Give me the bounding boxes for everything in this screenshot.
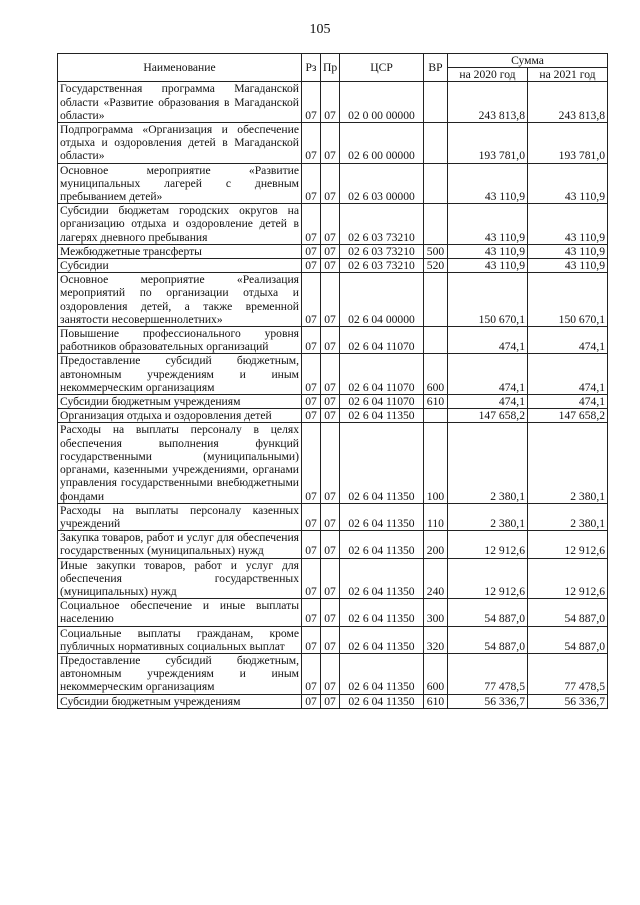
row-sum-2021: 243 813,8 [528, 82, 608, 123]
row-pr: 07 [321, 409, 340, 423]
row-vr [424, 273, 448, 327]
row-csr: 02 6 04 11350 [340, 599, 424, 626]
row-vr: 300 [424, 599, 448, 626]
table-row [58, 409, 608, 423]
header-name: Наименование [58, 54, 302, 82]
row-pr: 07 [321, 558, 340, 599]
row-sum-2020: 43 110,9 [448, 259, 528, 273]
row-sum-2021: 12 912,6 [528, 531, 608, 558]
row-rz: 07 [302, 694, 321, 708]
table-row [58, 259, 608, 273]
row-sum-2020: 77 478,5 [448, 653, 528, 694]
row-pr: 07 [321, 653, 340, 694]
row-sum-2021: 150 670,1 [528, 273, 608, 327]
row-vr: 200 [424, 531, 448, 558]
row-name: Основное мероприятие «Реализация мероприятий по организации отдыха и оздоровления детей, а также временной занятости несовершеннолетних» [58, 273, 302, 327]
row-sum-2021: 43 110,9 [528, 204, 608, 245]
row-name: Расходы на выплаты персоналу казенных учреждений [58, 503, 302, 530]
row-csr: 02 6 04 11070 [340, 327, 424, 354]
row-name: Государственная программа Магаданской области «Развитие образования в Магаданской области» [58, 82, 302, 123]
row-vr: 520 [424, 259, 448, 273]
row-pr: 07 [321, 531, 340, 558]
row-sum-2021: 12 912,6 [528, 558, 608, 599]
row-rz: 07 [302, 354, 321, 395]
row-name: Основное мероприятие «Развитие муниципальных лагерей с дневным пребыванием детей» [58, 163, 302, 204]
row-rz: 07 [302, 163, 321, 204]
table-row [58, 626, 608, 653]
row-name: Межбюджетные трансферты [58, 244, 302, 258]
row-sum-2020: 193 781,0 [448, 123, 528, 164]
row-sum-2021: 43 110,9 [528, 163, 608, 204]
row-rz: 07 [302, 82, 321, 123]
row-csr: 02 6 04 11350 [340, 531, 424, 558]
row-pr: 07 [321, 204, 340, 245]
row-csr: 02 6 04 11350 [340, 626, 424, 653]
row-sum-2021: 56 336,7 [528, 694, 608, 708]
header-csr: ЦСР [340, 54, 424, 82]
table-row [58, 558, 608, 599]
row-csr: 02 6 04 11070 [340, 354, 424, 395]
row-name: Субсидии бюджетным учреждениям [58, 694, 302, 708]
row-vr: 500 [424, 244, 448, 258]
row-pr: 07 [321, 599, 340, 626]
table-row [58, 531, 608, 558]
row-sum-2020: 43 110,9 [448, 244, 528, 258]
row-name: Закупка товаров, работ и услуг для обеспечения государственных (муниципальных) нужд [58, 531, 302, 558]
row-sum-2020: 12 912,6 [448, 558, 528, 599]
row-sum-2020: 2 380,1 [448, 423, 528, 503]
row-pr: 07 [321, 503, 340, 530]
row-csr: 02 6 04 00000 [340, 273, 424, 327]
row-name: Организация отдыха и оздоровления детей [58, 409, 302, 423]
row-rz: 07 [302, 395, 321, 409]
table-row [58, 204, 608, 245]
row-pr: 07 [321, 244, 340, 258]
budget-table [57, 53, 608, 709]
row-sum-2020: 43 110,9 [448, 204, 528, 245]
table-row [58, 273, 608, 327]
row-name: Предоставление субсидий бюджетным, автономным учреждениям и иным некоммерческим организациям [58, 354, 302, 395]
row-name: Расходы на выплаты персоналу в целях обеспечения выполнения функций государственными (муниципальными) органами, казенными учреждениями, органами управления государственными внебюджетными фондами [58, 423, 302, 503]
table-row [58, 503, 608, 530]
row-sum-2020: 54 887,0 [448, 626, 528, 653]
row-sum-2020: 243 813,8 [448, 82, 528, 123]
table-row [58, 423, 608, 503]
row-pr: 07 [321, 395, 340, 409]
table-row [58, 163, 608, 204]
row-pr: 07 [321, 694, 340, 708]
table-body [58, 82, 608, 708]
row-sum-2021: 147 658,2 [528, 409, 608, 423]
row-csr: 02 6 04 11350 [340, 694, 424, 708]
row-vr: 610 [424, 694, 448, 708]
row-csr: 02 6 03 73210 [340, 259, 424, 273]
row-sum-2021: 474,1 [528, 354, 608, 395]
table-row [58, 123, 608, 164]
row-sum-2021: 43 110,9 [528, 244, 608, 258]
row-pr: 07 [321, 259, 340, 273]
table-row [58, 244, 608, 258]
row-csr: 02 6 00 00000 [340, 123, 424, 164]
row-sum-2020: 474,1 [448, 354, 528, 395]
row-name: Социальные выплаты гражданам, кроме публичных нормативных социальных выплат [58, 626, 302, 653]
header-sum: Сумма [448, 54, 608, 68]
row-sum-2021: 474,1 [528, 327, 608, 354]
row-sum-2021: 54 887,0 [528, 626, 608, 653]
row-pr: 07 [321, 273, 340, 327]
header-pr: Пр [321, 54, 340, 82]
table-row [58, 694, 608, 708]
row-rz: 07 [302, 409, 321, 423]
row-vr: 240 [424, 558, 448, 599]
row-vr [424, 409, 448, 423]
row-sum-2020: 150 670,1 [448, 273, 528, 327]
row-pr: 07 [321, 123, 340, 164]
row-sum-2020: 147 658,2 [448, 409, 528, 423]
row-name: Субсидии [58, 259, 302, 273]
row-csr: 02 6 04 11350 [340, 558, 424, 599]
row-rz: 07 [302, 626, 321, 653]
row-pr: 07 [321, 163, 340, 204]
row-sum-2021: 2 380,1 [528, 503, 608, 530]
row-pr: 07 [321, 327, 340, 354]
row-sum-2020: 474,1 [448, 327, 528, 354]
row-rz: 07 [302, 244, 321, 258]
page-number: 105 [309, 22, 331, 37]
table-row [58, 395, 608, 409]
table-row [58, 354, 608, 395]
row-vr: 600 [424, 354, 448, 395]
row-sum-2021: 43 110,9 [528, 259, 608, 273]
row-sum-2020: 12 912,6 [448, 531, 528, 558]
row-pr: 07 [321, 626, 340, 653]
row-rz: 07 [302, 204, 321, 245]
header-year-2021: на 2021 год [528, 68, 608, 82]
row-sum-2020: 474,1 [448, 395, 528, 409]
row-rz: 07 [302, 259, 321, 273]
row-rz: 07 [302, 531, 321, 558]
row-vr: 100 [424, 423, 448, 503]
table-row [58, 653, 608, 694]
row-name: Иные закупки товаров, работ и услуг для обеспечения государственных (муниципальных) нужд [58, 558, 302, 599]
row-pr: 07 [321, 423, 340, 503]
row-sum-2021: 474,1 [528, 395, 608, 409]
row-vr [424, 204, 448, 245]
row-csr: 02 6 04 11350 [340, 503, 424, 530]
row-csr: 02 6 04 11350 [340, 423, 424, 503]
row-rz: 07 [302, 503, 321, 530]
row-sum-2021: 193 781,0 [528, 123, 608, 164]
row-sum-2021: 54 887,0 [528, 599, 608, 626]
row-csr: 02 6 04 11070 [340, 395, 424, 409]
row-csr: 02 6 03 73210 [340, 244, 424, 258]
row-rz: 07 [302, 423, 321, 503]
row-vr: 110 [424, 503, 448, 530]
row-sum-2020: 2 380,1 [448, 503, 528, 530]
table-row [58, 82, 608, 123]
row-vr [424, 82, 448, 123]
row-rz: 07 [302, 558, 321, 599]
row-name: Субсидии бюджетным учреждениям [58, 395, 302, 409]
row-vr: 600 [424, 653, 448, 694]
row-csr: 02 6 03 00000 [340, 163, 424, 204]
row-rz: 07 [302, 653, 321, 694]
row-rz: 07 [302, 599, 321, 626]
table-header [58, 54, 608, 82]
row-sum-2021: 77 478,5 [528, 653, 608, 694]
row-vr [424, 123, 448, 164]
header-rz: Рз [302, 54, 321, 82]
header-year-2020: на 2020 год [448, 68, 528, 82]
row-pr: 07 [321, 354, 340, 395]
row-csr: 02 0 00 00000 [340, 82, 424, 123]
row-name: Подпрограмма «Организация и обеспечение отдыха и оздоровления детей в Магаданской области» [58, 123, 302, 164]
row-sum-2020: 56 336,7 [448, 694, 528, 708]
row-sum-2021: 2 380,1 [528, 423, 608, 503]
row-vr: 320 [424, 626, 448, 653]
row-name: Субсидии бюджетам городских округов на организацию отдыха и оздоровление детей в лагерях дневного пребывания [58, 204, 302, 245]
row-sum-2020: 54 887,0 [448, 599, 528, 626]
row-csr: 02 6 03 73210 [340, 204, 424, 245]
table-row [58, 327, 608, 354]
row-rz: 07 [302, 123, 321, 164]
row-csr: 02 6 04 11350 [340, 409, 424, 423]
row-name: Повышение профессионального уровня работников образовательных организаций [58, 327, 302, 354]
row-vr: 610 [424, 395, 448, 409]
row-pr: 07 [321, 82, 340, 123]
row-csr: 02 6 04 11350 [340, 653, 424, 694]
row-name: Социальное обеспечение и иные выплаты населению [58, 599, 302, 626]
row-sum-2020: 43 110,9 [448, 163, 528, 204]
row-rz: 07 [302, 327, 321, 354]
row-name: Предоставление субсидий бюджетным, автономным учреждениям и иным некоммерческим организациям [58, 653, 302, 694]
row-rz: 07 [302, 273, 321, 327]
row-vr [424, 327, 448, 354]
header-vr: ВР [424, 54, 448, 82]
row-vr [424, 163, 448, 204]
table-row [58, 599, 608, 626]
